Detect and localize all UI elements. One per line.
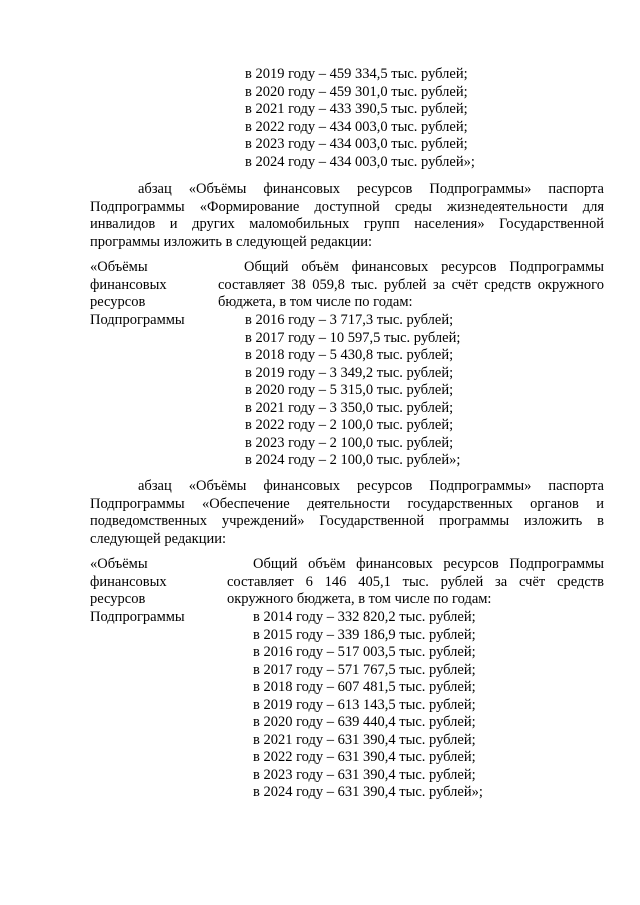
- list-item: в 2024 году – 434 003,0 тыс. рублей»;: [245, 153, 475, 170]
- label-line: «Объёмы: [90, 556, 148, 572]
- list-item: в 2018 году – 607 481,5 тыс. рублей;: [253, 679, 476, 695]
- list-item: в 2020 году – 459 301,0 тыс. рублей;: [245, 83, 468, 100]
- block-2-year-list: [253, 609, 483, 802]
- top-year-list: [245, 66, 475, 171]
- block-1-label: [90, 259, 200, 329]
- list-item: в 2023 году – 631 390,4 тыс. рублей;: [253, 766, 476, 783]
- list-item: в 2022 году – 631 390,4 тыс. рублей;: [253, 749, 476, 765]
- block-2-label: [90, 556, 200, 626]
- label-line: финансовых: [90, 276, 167, 293]
- list-item: в 2024 году – 631 390,4 тыс. рублей»;: [253, 784, 483, 800]
- list-item: в 2024 году – 2 100,0 тыс. рублей»;: [245, 452, 461, 468]
- list-item: в 2019 году – 3 349,2 тыс. рублей;: [245, 364, 454, 381]
- paragraph-state-bodies: абзац «Объёмы финансовых ресурсов Подпрограммы» паспорта Подпрограммы «Обеспечение деятельности государственных органов и подведомственных учреждений» Государственной программы изложить в следующей редакции:: [90, 478, 604, 547]
- label-line: «Объёмы: [90, 259, 148, 275]
- list-item: в 2023 году – 2 100,0 тыс. рублей;: [245, 434, 454, 451]
- list-item: в 2022 году – 434 003,0 тыс. рублей;: [245, 118, 468, 135]
- list-item: в 2021 году – 433 390,5 тыс. рублей;: [245, 101, 468, 117]
- label-line: ресурсов: [90, 294, 146, 310]
- block-1-year-list: [245, 312, 460, 470]
- list-item: в 2017 году – 571 767,5 тыс. рублей;: [253, 661, 476, 678]
- list-item: в 2015 году – 339 186,9 тыс. рублей;: [253, 626, 476, 643]
- list-item: в 2021 году – 3 350,0 тыс. рублей;: [245, 399, 454, 416]
- block-1-description: Общий объём финансовых ресурсов Подпрограммы составляет 38 059,8 тыс. рублей за счёт средств окружного бюджета, в том числе по годам:: [218, 259, 604, 310]
- list-item: в 2014 году – 332 820,2 тыс. рублей;: [253, 609, 476, 625]
- list-item: в 2018 году – 5 430,8 тыс. рублей;: [245, 347, 454, 363]
- paragraph-accessible-environment: абзац «Объёмы финансовых ресурсов Подпрограммы» паспорта Подпрограммы «Формирование доступной среды жизнедеятельности для инвалидов и других маломобильных групп населения» Государственной программы изложить в следующей редакции:: [90, 181, 604, 250]
- list-item: в 2020 году – 5 315,0 тыс. рублей;: [245, 382, 454, 398]
- list-item: в 2017 году – 10 597,5 тыс. рублей;: [245, 329, 461, 346]
- list-item: в 2022 году – 2 100,0 тыс. рублей;: [245, 417, 454, 433]
- list-item: в 2019 году – 613 143,5 тыс. рублей;: [253, 696, 476, 713]
- label-line: Подпрограммы: [90, 608, 185, 625]
- list-item: в 2020 году – 639 440,4 тыс. рублей;: [253, 714, 476, 730]
- list-item: в 2016 году – 3 717,3 тыс. рублей;: [245, 312, 454, 328]
- list-item: в 2021 году – 631 390,4 тыс. рублей;: [253, 731, 476, 748]
- list-item: в 2023 году – 434 003,0 тыс. рублей;: [245, 136, 468, 152]
- list-item: в 2019 году – 459 334,5 тыс. рублей;: [245, 66, 468, 82]
- label-line: ресурсов: [90, 591, 146, 607]
- list-item: в 2016 году – 517 003,5 тыс. рублей;: [253, 644, 476, 660]
- block-2-description: Общий объём финансовых ресурсов Подпрограммы составляет 6 146 405,1 тыс. рублей за счёт средств окружного бюджета, в том числе по годам:: [227, 556, 604, 607]
- label-line: финансовых: [90, 573, 167, 590]
- label-line: Подпрограммы: [90, 311, 185, 328]
